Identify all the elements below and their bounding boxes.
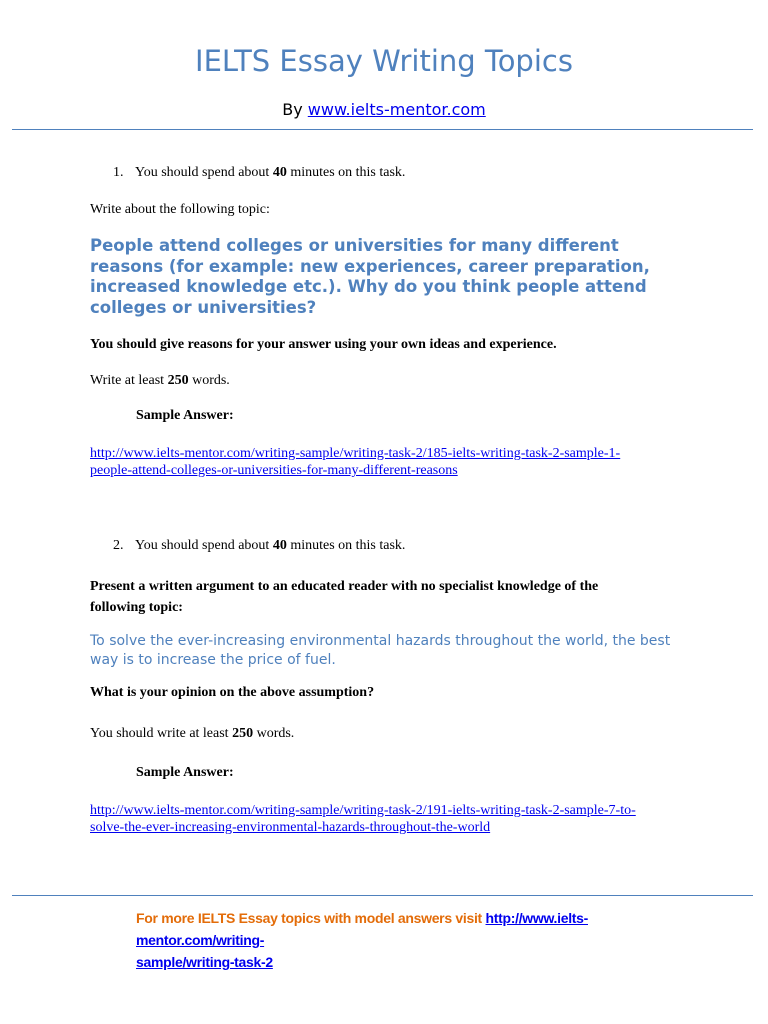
task1-instruction: You should give reasons for your answer using your own ideas and experience. [90, 337, 557, 352]
task1-words-count: 250 [167, 373, 189, 388]
task2-words-count: 250 [232, 726, 254, 741]
footer-text: For more IELTS Essay topics with model answers visit [136, 910, 482, 926]
task2-intro: Present a written argument to an educated reader with no specialist knowledge of the following topic: [90, 579, 599, 615]
task1-number: 1. [113, 165, 124, 180]
task1-spend-pre: You should spend about [135, 165, 270, 180]
task2-spend-post: minutes on this task. [290, 538, 406, 553]
task2-topic: To solve the ever-increasing environmental hazards throughout the world, the best way is to increase the price of fuel. [90, 633, 671, 668]
task1-spend-post: minutes on this task. [290, 165, 406, 180]
by-label: By [282, 100, 303, 119]
task2-sample-link-line2[interactable]: solve-the-ever-increasing-environmental-hazards-throughout-the-world [90, 820, 491, 835]
footer-link-line2[interactable]: sample/writing-task-2 [136, 954, 273, 970]
task1-words-post: words. [192, 373, 230, 388]
byline [0, 100, 768, 119]
task2-words-pre: You should write at least [90, 726, 229, 741]
page-title: IELTS Essay Writing Topics [195, 44, 573, 78]
footer-link-line1[interactable]: http://www.ielts-mentor.com/writing- [136, 910, 588, 948]
task2-sample-link-block [90, 802, 710, 836]
footer-divider [12, 895, 753, 896]
task1-sample-label: Sample Answer: [136, 408, 234, 423]
task1-words-pre: Write at least [90, 373, 165, 388]
task1-spend-minutes: 40 [272, 165, 287, 180]
task2-number: 2. [113, 538, 124, 553]
task2-words-post: words. [256, 726, 295, 741]
task2-sample-link-line1[interactable]: http://www.ielts-mentor.com/writing-sample/writing-task-2/191-ielts-writing-task-2-sample-7-to- [90, 803, 636, 818]
task2-question: What is your opinion on the above assumption? [90, 685, 375, 700]
task1-sample-link-block [90, 445, 710, 479]
task1-topic: People attend colleges or universities for many different reasons (for example: new experiences, career preparation, increased knowledge etc.). Why do you think people attend colleges or universities? [90, 236, 650, 317]
task2-sample-label: Sample Answer: [136, 765, 234, 780]
footer-note [136, 907, 696, 973]
task1-spend-line [113, 165, 405, 181]
header-divider [12, 129, 753, 130]
task1-sample-link-line1[interactable]: http://www.ielts-mentor.com/writing-sample/writing-task-2/185-ielts-writing-task-2-sample-1- [90, 446, 621, 461]
task1-sample-link-line2[interactable]: people-attend-colleges-or-universities-for-many-different-reasons [90, 463, 458, 478]
task2-spend-pre: You should spend about [135, 538, 270, 553]
task1-words-line [90, 373, 230, 389]
task2-words-line [90, 726, 294, 742]
task1-intro: Write about the following topic: [90, 202, 270, 217]
task2-spend-minutes: 40 [272, 538, 287, 553]
site-link[interactable]: www.ielts-mentor.com [307, 100, 486, 119]
task2-spend-line [113, 538, 405, 554]
